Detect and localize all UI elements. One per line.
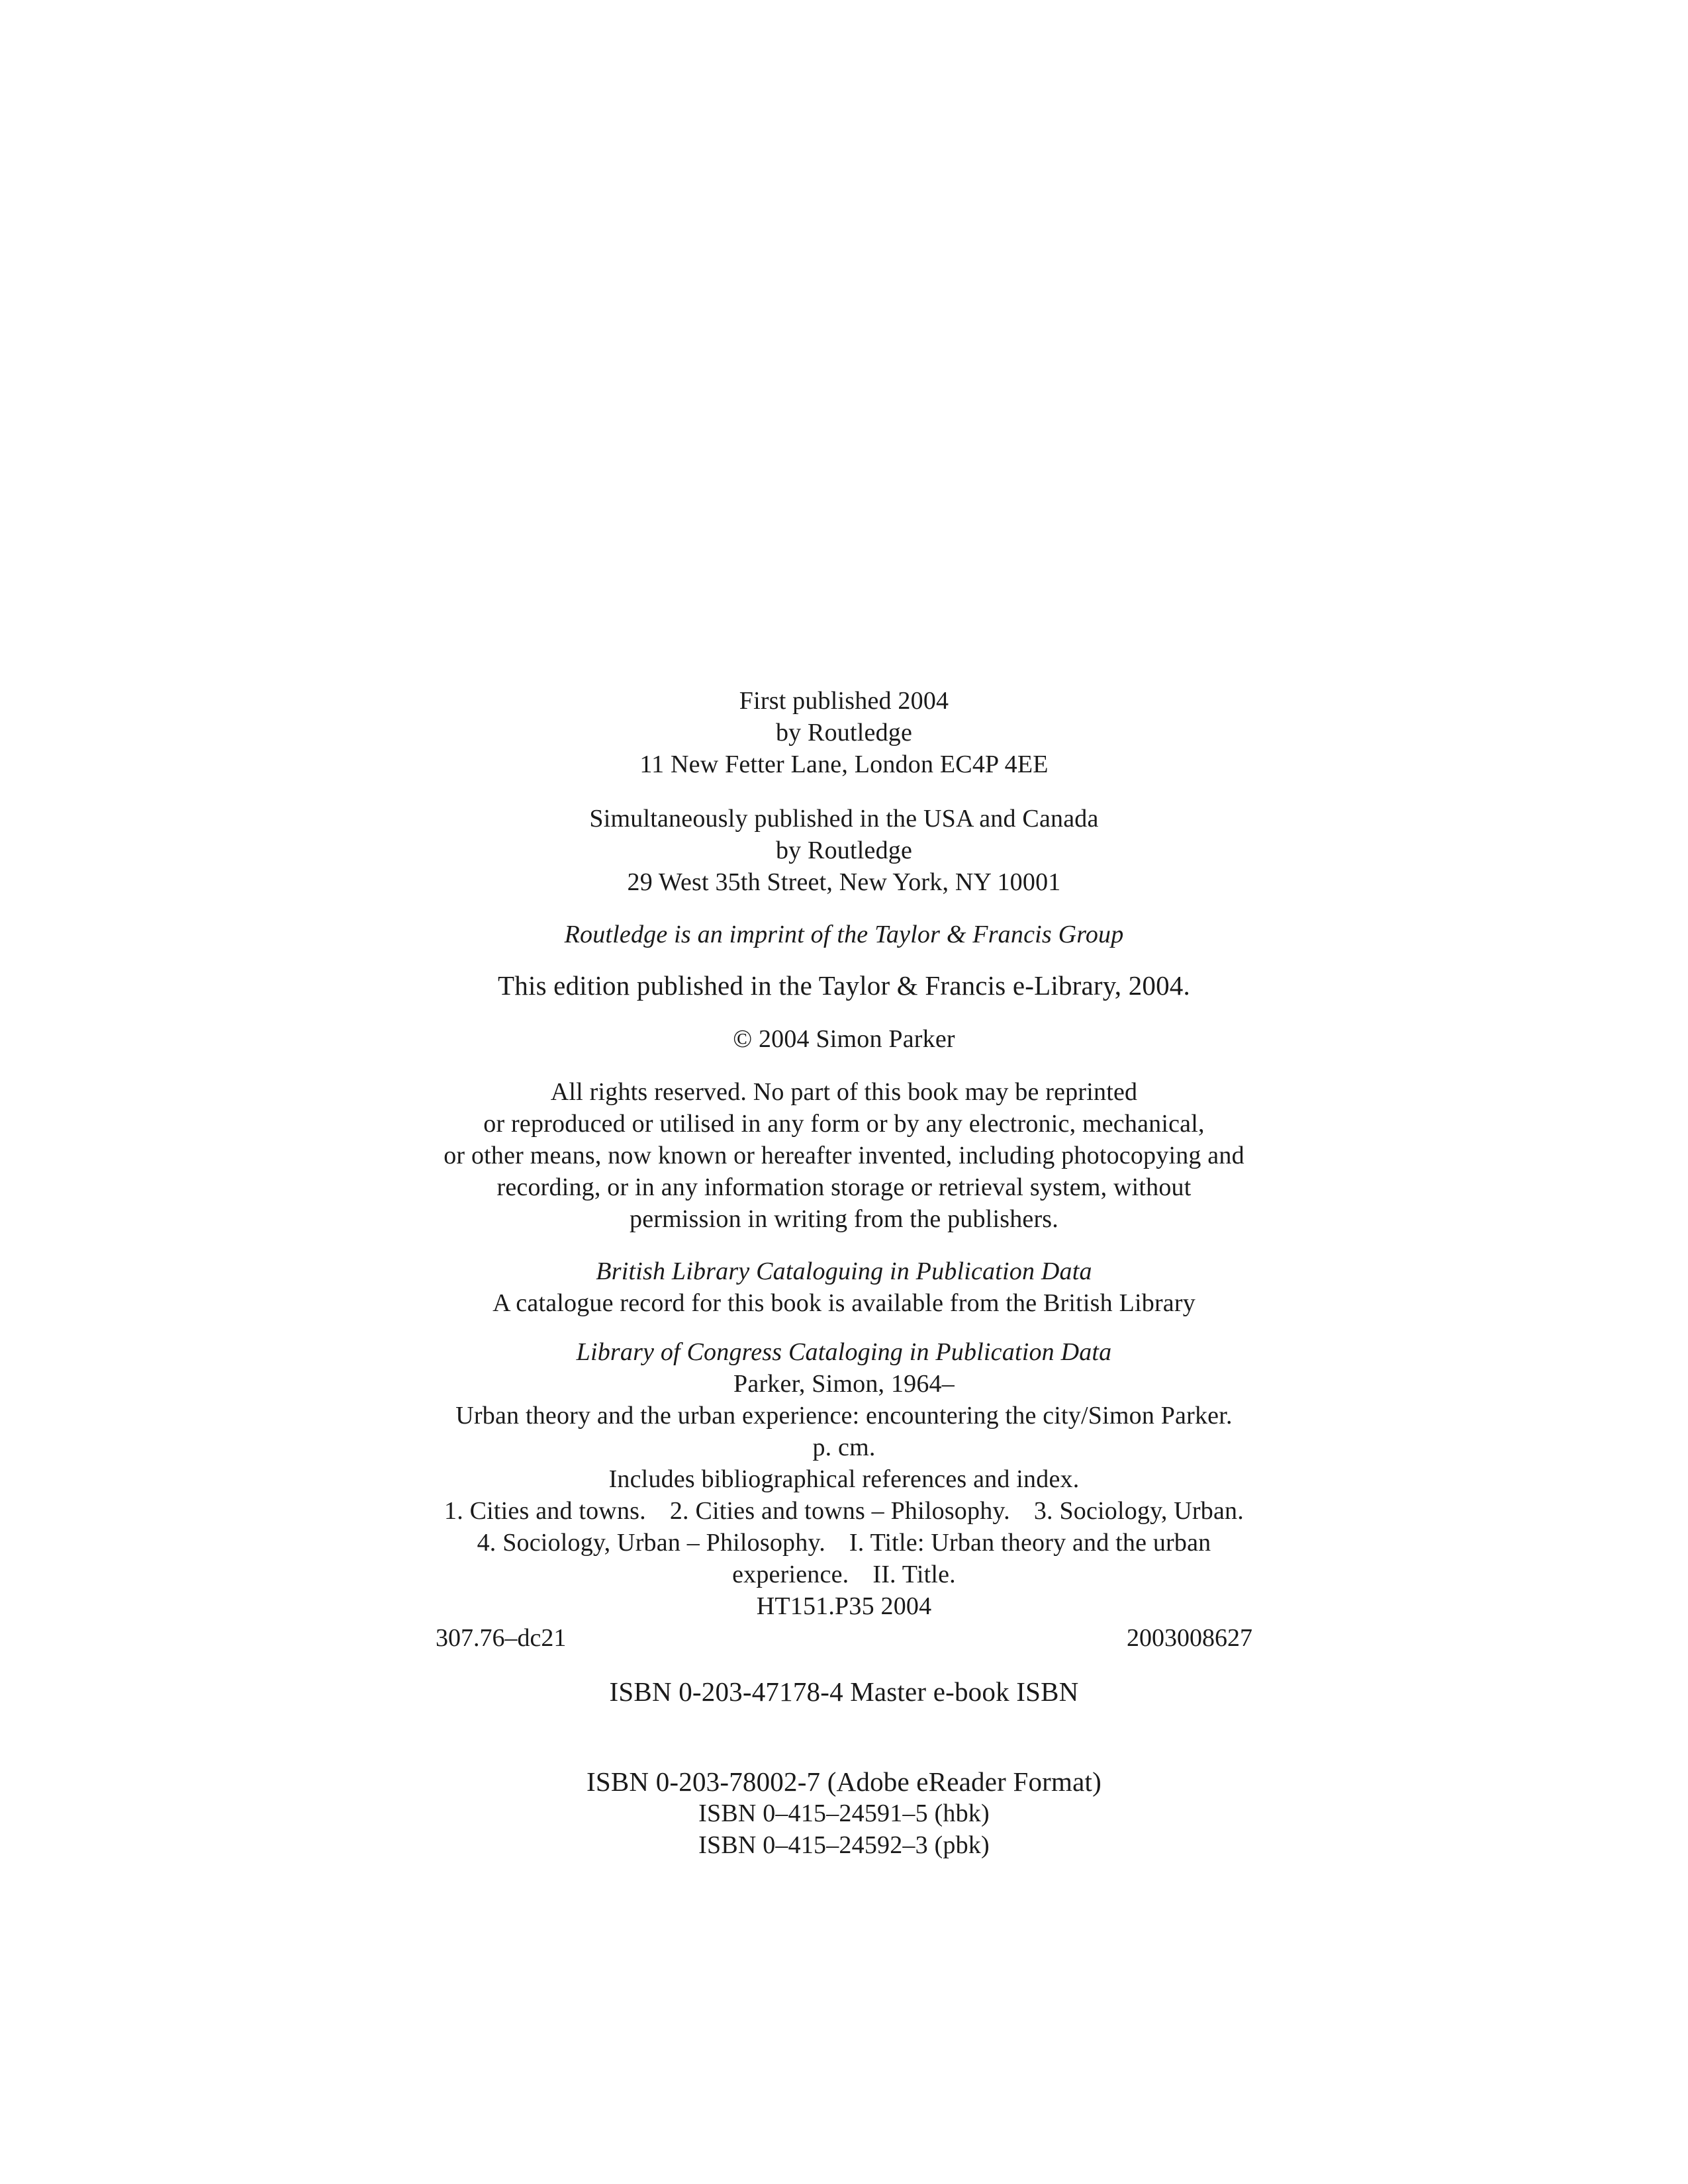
copyright-notice: © 2004 Simon Parker <box>733 1025 955 1053</box>
loc-pages: p. cm. <box>812 1433 876 1461</box>
rights-line: All rights reserved. No part of this book may be reprinted <box>550 1078 1138 1106</box>
loc-subject: 2. Cities and towns – Philosophy. <box>669 1497 1010 1525</box>
loc-subjects-line <box>0 1495 1688 1527</box>
rights-line: recording, or in any information storage or retrieval system, without <box>496 1173 1192 1201</box>
loc-subject: II. Title. <box>872 1561 956 1588</box>
loc-heading: Library of Congress Cataloging in Publication Data <box>576 1338 1112 1366</box>
publisher-line-us: by Routledge <box>775 837 913 864</box>
loc-subjects-line <box>0 1559 1688 1590</box>
loc-author: Parker, Simon, 1964– <box>733 1370 955 1398</box>
ebook-edition-note: This edition published in the Taylor & Francis e-Library, 2004. <box>498 970 1190 1001</box>
loc-subject: 4. Sociology, Urban – Philosophy. <box>477 1529 825 1557</box>
lccn-number: 2003008627 <box>1127 1624 1252 1652</box>
british-library-text: A catalogue record for this book is available from the British Library <box>492 1289 1196 1317</box>
rights-line: or other means, now known or hereafter invented, including photocopying and <box>444 1142 1244 1169</box>
dewey-number: 307.76–dc21 <box>436 1624 567 1652</box>
isbn-hbk: ISBN 0–415–24591–5 (hbk) <box>698 1799 990 1827</box>
loc-includes: Includes bibliographical references and index. <box>608 1465 1080 1493</box>
imprint-note: Routledge is an imprint of the Taylor & Francis Group <box>564 921 1124 948</box>
loc-subject: experience. <box>732 1561 849 1588</box>
publisher-line: by Routledge <box>775 719 913 747</box>
isbn-adobe: ISBN 0-203-78002-7 (Adobe eReader Format) <box>586 1766 1102 1797</box>
isbn-pbk: ISBN 0–415–24592–3 (pbk) <box>698 1831 990 1859</box>
british-library-heading: British Library Cataloguing in Publication Data <box>596 1257 1092 1285</box>
loc-call-number: HT151.P35 2004 <box>756 1592 932 1620</box>
simultaneous-publication: Simultaneously published in the USA and Canada <box>589 805 1099 833</box>
rights-line: or reproduced or utilised in any form or by any electronic, mechanical, <box>483 1110 1205 1138</box>
us-address: 29 West 35th Street, New York, NY 10001 <box>627 868 1061 896</box>
loc-subjects-line <box>0 1527 1688 1559</box>
loc-subject: 3. Sociology, Urban. <box>1033 1497 1244 1525</box>
isbn-master: ISBN 0-203-47178-4 Master e-book ISBN <box>609 1676 1079 1707</box>
loc-subject: I. Title: Urban theory and the urban <box>849 1529 1211 1557</box>
loc-title: Urban theory and the urban experience: encountering the city/Simon Parker. <box>455 1402 1233 1430</box>
rights-line: permission in writing from the publishers. <box>630 1205 1058 1233</box>
uk-address: 11 New Fetter Lane, London EC4P 4EE <box>639 751 1049 778</box>
loc-subject: 1. Cities and towns. <box>444 1497 646 1525</box>
first-published: First published 2004 <box>739 687 949 715</box>
